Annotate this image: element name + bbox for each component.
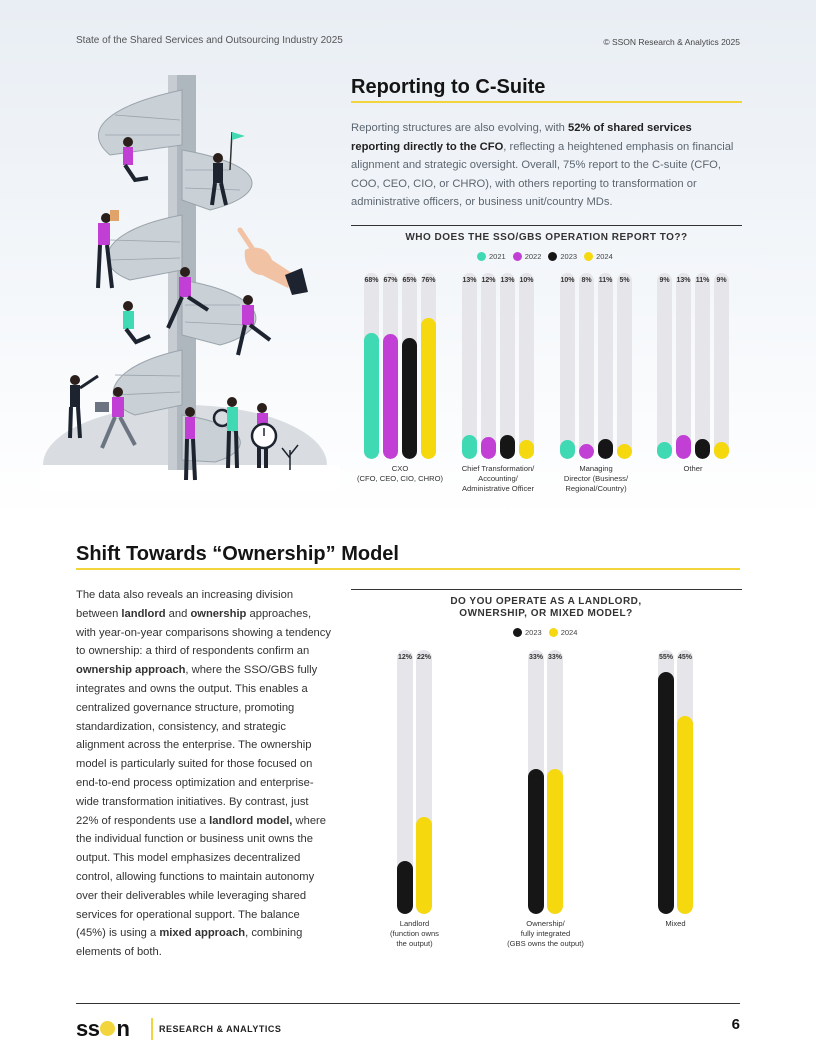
bar-2023-0 <box>402 338 417 459</box>
bar-value-label: 67% <box>383 277 398 284</box>
chart2-title: DO YOU OPERATE AS A LANDLORD, OWNERSHIP, OR MIXED MODEL? <box>450 596 642 619</box>
chart2-legend <box>513 628 584 637</box>
ownership-body-paragraph: The data also reveals an increasing division between landlord and ownership approaches, with year-on-year comparisons showing a tendency to ownership: a third of respondents confirm an ownership approach, where the SSO/GBS fully integrates and owns the output. This enables a centralized governance structure, promoting standardization, consistency, and strategic alignment across the enterprise. The ownership model is particularly suited for those focused on end-to-end process optimization and enterprise-wide transformation initiatives. By contrast, just 22% of respondents use a landlord model, where the individual function or business unit owns the output. This model emphasizes decentralized control, allowing functions to maintain autonomy over their deliverables while leveraging shared services for operational support. The balance (45%) is using a mixed approach, combining elements of both. <box>76 589 331 959</box>
bar-value-label: 33% <box>528 654 543 661</box>
bar-value-label: 8% <box>581 277 592 284</box>
bar-2022-1 <box>481 437 496 459</box>
category-label: Managing Director (Business/ Regional/Country) <box>563 464 629 493</box>
copyright-header: © SSON Research & Analytics 2025 <box>603 37 740 47</box>
bar-2023-2 <box>658 672 674 914</box>
bar-2024-1 <box>547 769 563 914</box>
bar-track <box>397 650 413 914</box>
bar-value-label: 9% <box>659 277 670 284</box>
footer-separator <box>151 1018 153 1040</box>
footer-label: RESEARCH & ANALYTICS <box>159 1024 282 1034</box>
bar-track <box>579 273 594 459</box>
footer-rule <box>76 1003 740 1004</box>
bar-track <box>364 273 379 459</box>
bar-value-label: 45% <box>677 654 692 661</box>
bar-track <box>658 650 674 914</box>
category-label: Landlord (function owns the output) <box>390 919 439 948</box>
page-number: 6 <box>731 1016 740 1033</box>
bar-value-label: 68% <box>364 277 379 284</box>
bar-value-label: 5% <box>619 277 630 284</box>
chart1-title: WHO DOES THE SSO/GBS OPERATION REPORT TO?? <box>405 232 688 243</box>
bar-2021-0 <box>364 333 379 459</box>
bar-value-label: 10% <box>519 277 534 284</box>
bar-2024-3 <box>714 442 729 459</box>
bar-value-label: 55% <box>658 654 673 661</box>
bar-2023-2 <box>598 439 613 459</box>
bar-value-label: 11% <box>695 277 710 284</box>
legend-item-2022: 2022 <box>513 252 542 261</box>
legend-item-2023: 2023 <box>513 628 542 637</box>
section-title-ownership: Shift Towards “Ownership” Model <box>76 543 399 565</box>
chart1-legend <box>477 252 620 261</box>
category-label: Other <box>683 464 703 473</box>
legend-item-2024: 2024 <box>584 252 613 261</box>
bar-value-label: 76% <box>421 277 436 284</box>
bar-track <box>421 273 436 459</box>
bar-2023-1 <box>500 435 515 459</box>
legend-dot-2022 <box>513 252 522 261</box>
person-teal-sitting <box>123 301 150 342</box>
bar-2023-3 <box>695 439 710 459</box>
category-label: Mixed <box>665 919 686 928</box>
bar-track <box>416 650 432 914</box>
legend-dot-2024 <box>549 628 558 637</box>
bar-track <box>598 273 613 459</box>
bar-2024-2 <box>677 716 693 914</box>
title-underline <box>76 568 740 570</box>
section-title-reporting: Reporting to C-Suite <box>351 76 546 98</box>
chart2-top-rule <box>351 589 742 590</box>
legend-item-2024: 2024 <box>549 628 578 637</box>
bar-track <box>500 273 515 459</box>
title-underline <box>351 101 742 103</box>
running-header: State of the Shared Services and Outsourcing Industry 2025 <box>76 35 343 46</box>
sson-logo: ss n <box>76 1016 130 1041</box>
bar-track <box>519 273 534 459</box>
bar-value-label: 33% <box>547 654 562 661</box>
bar-value-label: 13% <box>500 277 515 284</box>
bar-track <box>383 273 398 459</box>
bar-2021-2 <box>560 440 575 459</box>
bar-2021-1 <box>462 435 477 459</box>
bar-2024-1 <box>519 440 534 459</box>
bar-track <box>402 273 417 459</box>
bar-value-label: 12% <box>481 277 496 284</box>
bar-2022-3 <box>676 435 691 459</box>
bar-track <box>657 273 672 459</box>
chart1-top-rule <box>351 225 742 226</box>
bar-track <box>617 273 632 459</box>
bar-track <box>481 273 496 459</box>
category-label: CXO (CFO, CEO, CIO, CHRO) <box>356 464 444 483</box>
bar-2021-3 <box>657 442 672 459</box>
stair-flight-1 <box>98 90 182 155</box>
hand-pointing <box>240 230 308 295</box>
bar-value-label: 13% <box>462 277 477 284</box>
category-label: Chief Transformation/ Accounting/ Administrative Officer <box>461 464 535 493</box>
bar-2022-2 <box>579 444 594 459</box>
bar-2023-1 <box>528 769 544 914</box>
legend-dot-2023 <box>513 628 522 637</box>
legend-dot-2024 <box>584 252 593 261</box>
bar-track <box>714 273 729 459</box>
bar-2024-0 <box>416 817 432 914</box>
bar-value-label: 10% <box>560 277 575 284</box>
legend-item-2023: 2023 <box>548 252 577 261</box>
bar-track <box>462 273 477 459</box>
bar-value-label: 11% <box>598 277 613 284</box>
legend-item-2021: 2021 <box>477 252 506 261</box>
bar-track <box>547 650 563 914</box>
reporting-intro-paragraph: Reporting structures are also evolving, with 52% of shared services reporting directly to the CFO, reflecting a heightened emphasis on financial alignment and strategic oversight. Overall, 75% report to the C-suite (CFO, COO, CEO, CIO, or CHRO), with others reporting to transformation or administrative officers, or business unit/country MDs. <box>351 122 734 208</box>
bar-value-label: 12% <box>397 654 412 661</box>
bar-track <box>560 273 575 459</box>
bar-2022-0 <box>383 334 398 459</box>
bar-track <box>676 273 691 459</box>
legend-dot-2023 <box>548 252 557 261</box>
legend-dot-2021 <box>477 252 486 261</box>
bar-track <box>695 273 710 459</box>
bar-2023-0 <box>397 861 413 914</box>
bar-track <box>677 650 693 914</box>
bar-2024-2 <box>617 444 632 459</box>
bar-value-label: 9% <box>716 277 727 284</box>
staircase-illustration <box>40 70 340 490</box>
logo-yellow-o <box>100 1021 115 1036</box>
bar-value-label: 13% <box>676 277 691 284</box>
bar-2024-0 <box>421 318 436 459</box>
bar-track <box>528 650 544 914</box>
bar-value-label: 65% <box>402 277 417 284</box>
stair-flight-3 <box>107 215 182 280</box>
bar-value-label: 22% <box>416 654 431 661</box>
category-label: Ownership/ fully integrated (GBS owns the output) <box>507 919 584 948</box>
